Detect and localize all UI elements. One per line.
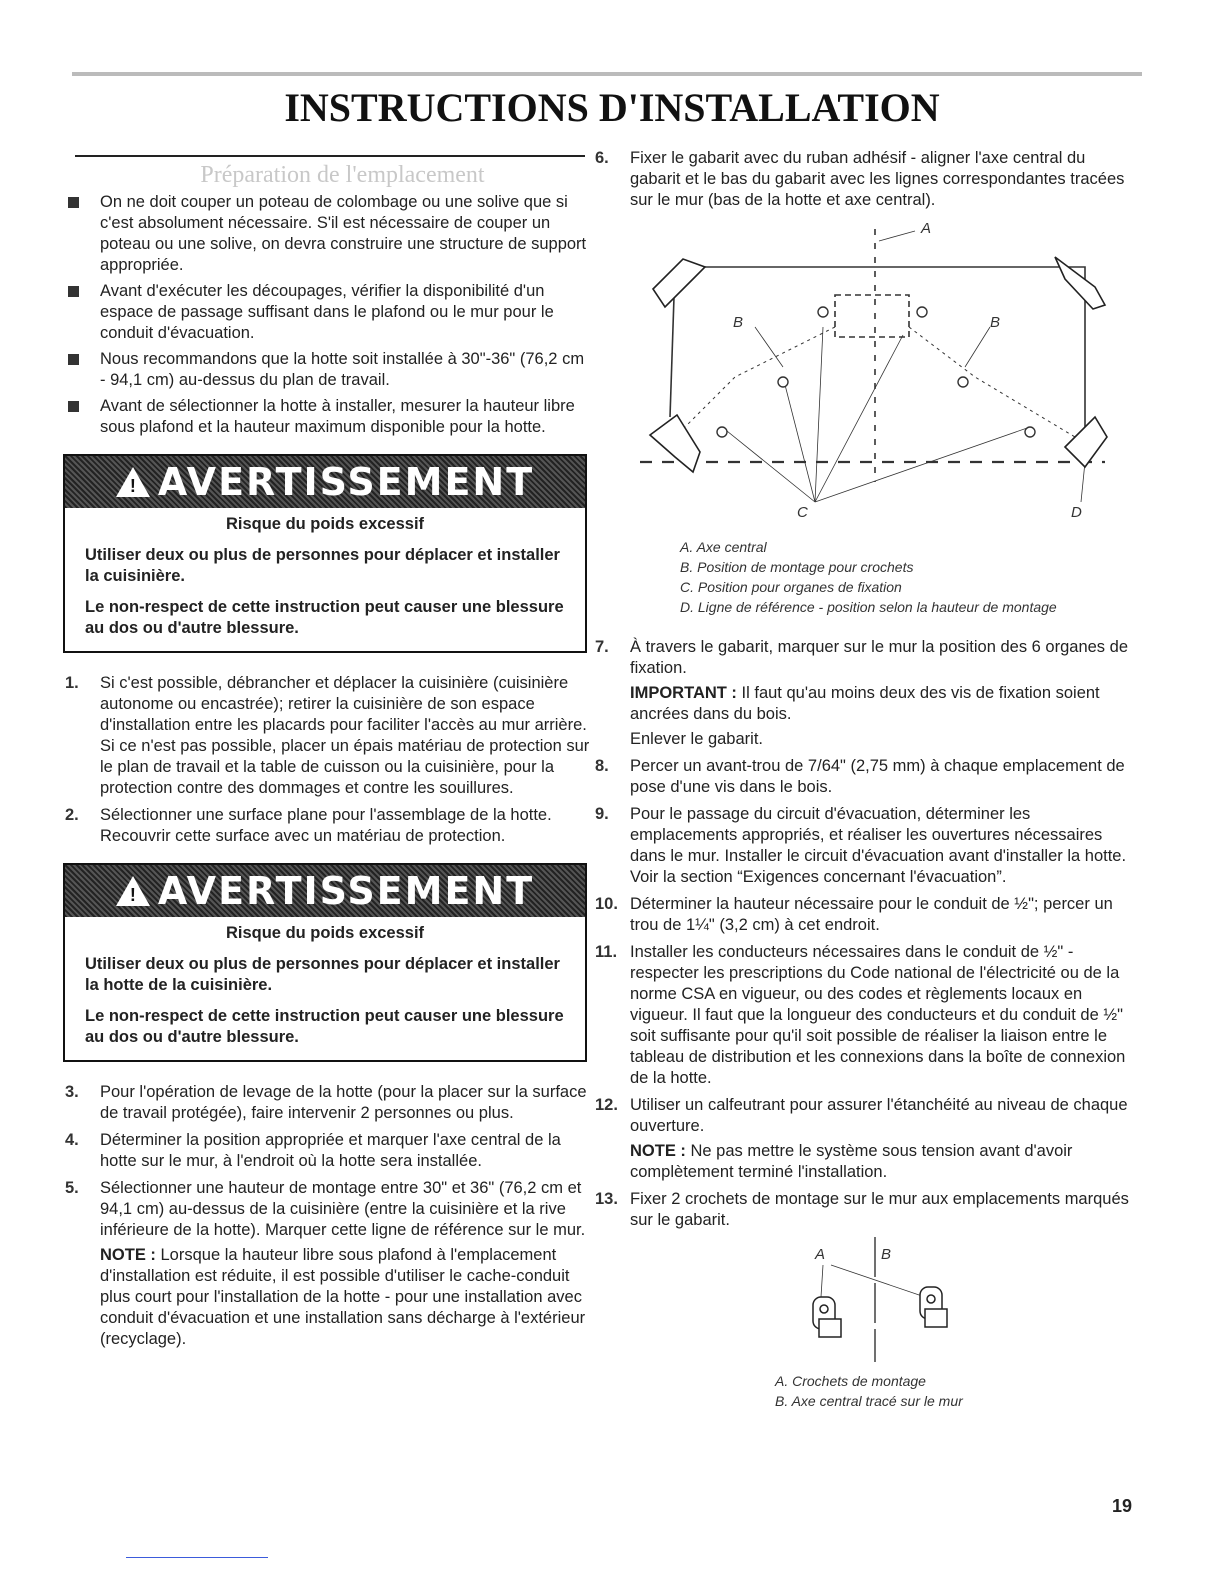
hole-marker [818, 307, 828, 317]
list-item: 1. Si c'est possible, débrancher et déplacer la cuisinière (cuisinière autonome ou encastrée); retirer la cuisinière de son espace d'installation entre les placards pour faciliter l'accès au mur arrière. Si ce n'est pas possible, placer un épais matériau de protection sur le plan de travail et la table de cuisson ou la cuisinière, pour la protection contre des dommages et contre les souillures. [65, 674, 590, 797]
note-paragraph: NOTE : Ne pas mettre le système sous tension avant d'avoir complètement terminé l'installation. [630, 1142, 1073, 1181]
list-item: 12. Utiliser un calfeutrant pour assurer l'étanchéité au niveau de chaque ouverture. NOTE : Ne pas mettre le système sous tension avant d'avoir complètement terminé l'installation. [625, 1095, 1140, 1183]
label-b: B [881, 1246, 892, 1263]
hole-marker [917, 307, 927, 317]
hole-marker [778, 377, 788, 387]
bracket-diagram [775, 1237, 1015, 1367]
bullet-square-icon [68, 286, 79, 297]
tape-icon [653, 259, 705, 307]
note-paragraph: NOTE : Lorsque la hauteur libre sous plafond à l'emplacement d'installation est réduite, il est possible d'utiliser le cache-conduit plus court pour l'installation de la hotte - pour une installation avec conduit d'évacuation et une installation sans décharge à l'extérieur (recyclage). [100, 1246, 586, 1348]
list-item: 5. Sélectionner une hauteur de montage entre 30" et 36" (76,2 cm et 94,1 cm) au-dessus de la cuisinière (entre la cuisinière et la rive inférieure de la hotte). Marquer cette ligne de référence sur le mur. NOTE : Lorsque la hauteur libre sous plafond à l'emplacement d'installation est réduite, il est possible d'utiliser le cache-conduit plus court pour l'installation de la hotte - pour une installation avec conduit d'évacuation et une installation sans décharge à l'extérieur (recyclage). [95, 1178, 590, 1350]
warning-header: ! AVERTISSEMENT [65, 456, 585, 508]
remove-template-text: Enlever le gabarit. [630, 730, 763, 748]
warning-box-1 [63, 454, 587, 653]
label-d: D [1071, 504, 1082, 517]
template-diagram [625, 217, 1115, 517]
steps-list-a [65, 673, 590, 847]
label-c: C [797, 504, 808, 517]
list-item: 13. Fixer 2 crochets de montage sur le mur aux emplacements marqués sur le gabarit. [595, 1190, 1129, 1229]
leader-line-a [879, 231, 915, 241]
left-column [65, 155, 590, 1356]
list-item: 2. Sélectionner une surface plane pour l'assemblage de la hotte. Recouvrir cette surface avec un matériau de protection. [65, 806, 552, 845]
tape-icon [1065, 417, 1107, 467]
bullet-square-icon [68, 197, 79, 208]
bracket-base [819, 1319, 841, 1337]
list-item: On ne doit couper un poteau de colombage ou une solive que si c'est absolument nécessaire. S'il est nécessaire de couper un poteau ou une solive, on devra construire une structure de support appropriée. [95, 192, 590, 276]
bullet-list [95, 192, 590, 438]
tape-icon [1055, 257, 1105, 309]
hole-marker [1025, 427, 1035, 437]
list-item: Avant d'exécuter les découpages, vérifier la disponibilité d'un espace de passage suffisant dans le plafond ou le mur pour le conduit d'évacuation. [95, 281, 590, 344]
section-rule [75, 155, 585, 157]
steps-list-d [595, 637, 1140, 1231]
leader-lines-c [722, 327, 1030, 502]
hole-marker [958, 377, 968, 387]
label-b-right: B [990, 314, 1001, 331]
warning-text: Le non-respect de cette instruction peut causer une blessure au dos ou d'autre blessure. [85, 598, 564, 637]
warning-header: ! AVERTISSEMENT [65, 865, 585, 917]
guide-right [909, 327, 1075, 437]
footer-rule [126, 1557, 268, 1558]
guide-left [665, 327, 835, 447]
list-item: 9. Pour le passage du circuit d'évacuation, déterminer les emplacements appropriés, et réaliser les ouvertures nécessaires dans le mur. Installer le circuit d'évacuation avant d'installer la hotte. Voir la section “Exigences concernant l'évacuation”. [595, 805, 1127, 886]
hole-marker [717, 427, 727, 437]
leader-lines-b-d [755, 327, 1085, 502]
bracket-base [925, 1309, 947, 1327]
label-a: A [921, 220, 932, 237]
page-number: 19 [1111, 1496, 1132, 1516]
label-b-left: B [733, 314, 744, 331]
top-rule [72, 72, 1142, 76]
list-item: 6. Fixer le gabarit avec du ruban adhésif - aligner l'axe central du gabarit et le bas du gabarit avec les lignes correspondantes tracées sur le mur (bas de la hotte et axe central). [595, 149, 1125, 209]
warning-text: Utiliser deux ou plus de personnes pour déplacer et installer la cuisinière. [85, 546, 560, 585]
warning-subtitle: Risque du poids excessif [225, 924, 425, 942]
tape-icon [650, 415, 700, 472]
right-column [595, 148, 1140, 1411]
warning-box-2 [63, 863, 587, 1062]
bullet-square-icon [68, 354, 79, 365]
figure-captions-2: A. Crochets de montage B. Axe central tracé sur le mur [775, 1373, 963, 1409]
list-item: Nous recommandons que la hotte soit installée à 30"-36" (76,2 cm - 94,1 cm) au-dessus du plan de travail. [95, 349, 590, 391]
steps-list-c [595, 148, 1140, 211]
warning-triangle-icon: ! [116, 467, 150, 497]
warning-triangle-icon: ! [116, 876, 150, 906]
list-item: 10. Déterminer la hauteur nécessaire pour le conduit de ½"; percer un trou de 1¼" (3,2 cm) à cet endroit. [595, 895, 1113, 934]
figure-captions: A. Axe central B. Position de montage pour crochets C. Position pour organes de fixation D. Ligne de référence - position selon la hauteur de montage [680, 539, 1057, 615]
bullet-square-icon [68, 401, 79, 412]
center-dashed-box [835, 295, 909, 337]
page-title: INSTRUCTIONS D'INSTALLATION [284, 85, 940, 130]
list-item: 3. Pour l'opération de levage de la hotte (pour la placer sur la surface de travail protégée), faire intervenir 2 personnes ou plus. [65, 1083, 587, 1122]
steps-list-b [65, 1082, 590, 1350]
warning-text: Le non-respect de cette instruction peut causer une blessure au dos ou d'autre blessure. [85, 1007, 564, 1046]
section-title: Préparation de l'emplacement [200, 162, 485, 188]
list-item: 11. Installer les conducteurs nécessaires dans le conduit de ½" - respecter les prescriptions du Code national de l'électricité ou de la norme CSA en vigueur, ou des codes et règlements locaux en vigueur. Il faut que la longueur des conducteurs et du conduit de ½" soit suffisante pour qu'il soit possible de réaliser la liaison entre le tableau de distribution et les connexions dans la boîte de connexion de la hotte. [595, 943, 1126, 1087]
list-item: 8. Percer un avant-trou de 7/64" (2,75 mm) à chaque emplacement de pose d'une vis dans le bois. [595, 757, 1125, 796]
label-a: A [815, 1246, 826, 1263]
important-paragraph: IMPORTANT : Il faut qu'au moins deux des vis de fixation soient ancrées dans du bois. [630, 684, 1100, 723]
list-item: 7. À travers le gabarit, marquer sur le mur la position des 6 organes de fixation. IMPORTANT : Il faut qu'au moins deux des vis de fixation soient ancrées dans du bois. Enlever le gabarit. [625, 637, 1140, 750]
leader-lines-a [821, 1265, 925, 1297]
list-item: Avant de sélectionner la hotte à installer, mesurer la hauteur libre sous plafond et la hauteur maximum disponible pour la hotte. [95, 396, 590, 438]
warning-text: Utiliser deux ou plus de personnes pour déplacer et installer la hotte de la cuisinière. [85, 955, 560, 994]
warning-subtitle: Risque du poids excessif [225, 515, 425, 533]
list-item: 4. Déterminer la position appropriée et marquer l'axe central de la hotte sur le mur, à l'endroit où la hotte sera installée. [65, 1131, 561, 1170]
